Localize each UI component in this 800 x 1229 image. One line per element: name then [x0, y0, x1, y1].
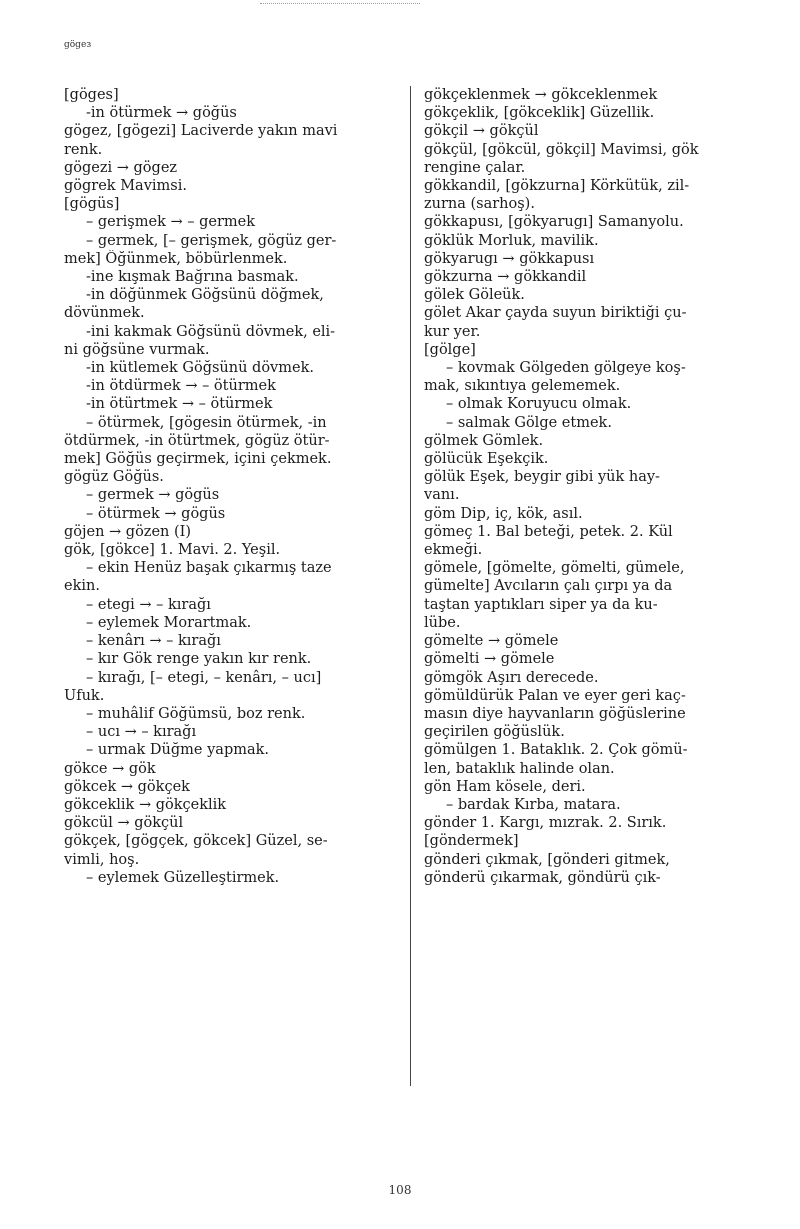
entry-line: [gögüs]: [64, 196, 120, 213]
entry-line: gögezi → gögez: [64, 159, 178, 176]
entry-line: kur yer.: [424, 323, 481, 340]
entry-line: – kır Gök renge yakın kır renk.: [86, 651, 312, 668]
entry-line: dövünmek.: [64, 305, 145, 322]
entry-line: gökçil → gökçül: [424, 123, 539, 140]
entry-line: gökce → gök: [64, 760, 156, 777]
entry-line: gönderü çıkarmak, göndürü çık-: [424, 869, 661, 886]
entry-line: -in döğünmek Göğsünü döğmek,: [86, 287, 324, 304]
entry-line: gölük Eşek, beygir gibi yük hay-: [424, 469, 660, 486]
entry-line: mek] Göğüs geçirmek, içini çekmek.: [64, 451, 332, 468]
entry-line: len, bataklık halinde olan.: [424, 760, 615, 777]
entry-line: – eylemek Morartmak.: [86, 614, 252, 631]
entry-line: gölmek Gömlek.: [424, 432, 544, 449]
entry-line: gökzurna → gökkandil: [424, 269, 587, 286]
entry-line: vanı.: [424, 487, 460, 504]
entry-line: ekmeği.: [424, 542, 483, 559]
entry-line: gömeç 1. Bal beteği, petek. 2. Kül: [424, 523, 673, 540]
entry-line: ekin.: [64, 578, 100, 595]
entry-line: Ufuk.: [64, 687, 105, 704]
entry-line: vimli, hoş.: [64, 851, 140, 868]
entry-line: -ini kakmak Göğsünü dövmek, eli-: [86, 323, 336, 340]
entry-line: gökcül → gökçül: [64, 815, 184, 832]
entry-line: gökkandil, [gökzurna] Körkütük, zil-: [424, 178, 690, 195]
entry-line: gökçül, [gökcül, gökçil] Mavimsi, gök: [424, 141, 699, 158]
entry-line: göklük Morluk, mavilik.: [424, 232, 599, 249]
entry-line: gömele, [gömelte, gömelti, gümele,: [424, 560, 685, 577]
entry-line: – bardak Kırba, matara.: [446, 796, 621, 813]
entry-line: gömgök Aşırı derecede.: [424, 669, 599, 686]
entry-line: rengine çalar.: [424, 159, 526, 176]
entry-line: gökçeklik, [gökceklik] Güzellik.: [424, 105, 655, 122]
scan-artifact-line: [260, 3, 420, 6]
entry-line: [göndermek]: [424, 833, 519, 850]
entry-line: gömelte → gömele: [424, 633, 559, 650]
entry-line: taştan yaptıkları siper ya da ku-: [424, 596, 658, 613]
entry-line: gökçeklenmek → gökceklenmek: [424, 87, 658, 103]
column-divider: [410, 86, 411, 1086]
entry-line: – germek, [– gerişmek, gögüz ger-: [86, 232, 337, 249]
entry-line: gön Ham kösele, deri.: [424, 778, 586, 795]
entry-line: gümelte] Avcıların çalı çırpı ya da: [424, 578, 673, 595]
entry-line: ni göğsüne vurmak.: [64, 341, 210, 358]
entry-line: -in ötürtmek → – ötürmek: [86, 396, 273, 413]
entry-line: gömüldürük Palan ve eyer geri kaç-: [424, 687, 686, 704]
entry-line: gömelti → gömele: [424, 651, 555, 668]
entry-line: gögrek Mavimsi.: [64, 178, 187, 195]
entry-line: – kovmak Gölgeden gölgeye koş-: [446, 360, 686, 377]
right-column: [424, 86, 754, 887]
entry-line: – ötürmek → gögüs: [86, 505, 226, 522]
entry-line: ötdürmek, -in ötürtmek, gögüz ötür-: [64, 432, 330, 449]
entry-line: – germek → gögüs: [86, 487, 220, 504]
entry-line: -in ötürmek → göğüs: [86, 105, 237, 122]
entry-line: göm Dip, iç, kök, asıl.: [424, 505, 583, 522]
entry-line: masın diye hayvanların göğüslerine: [424, 705, 686, 722]
entry-line: gölek Göleük.: [424, 287, 525, 304]
entry-line: – kenârı → – kırağı: [86, 633, 221, 650]
entry-line: gögüz Göğüs.: [64, 469, 164, 486]
entry-line: – kırağı, [– etegi, – kenârı, – ucı]: [86, 669, 322, 686]
entry-line: – gerişmek → – germek: [86, 214, 255, 231]
entry-line: gökyarugı → gökkapusı: [424, 250, 595, 267]
entry-line: geçirilen göğüslük.: [424, 724, 565, 741]
page-number: 108: [388, 1183, 412, 1197]
entry-line: [gölge]: [424, 341, 476, 358]
running-head: gögeз: [64, 40, 92, 50]
entry-line: renk.: [64, 141, 103, 158]
entry-line: -ine kışmak Bağrına basmak.: [86, 269, 299, 286]
entry-line: gölet Akar çayda suyun biriktiği çu-: [424, 305, 687, 322]
entry-line: gökçek, [gögçek, gökcek] Güzel, se-: [64, 833, 328, 850]
entry-line: gömülgen 1. Bataklık. 2. Çok gömü-: [424, 742, 688, 759]
entry-line: mak, sıkıntıya gelememek.: [424, 378, 621, 395]
entry-line: göjen → gözen (I): [64, 523, 192, 540]
entry-line: – urmak Düğme yapmak.: [86, 742, 270, 759]
entry-line: – olmak Koruyucu olmak.: [446, 396, 632, 413]
entry-line: gögez, [gögezi] Laciverde yakın mavi: [64, 123, 338, 140]
entry-line: – eylemek Güzelleştirmek.: [86, 869, 280, 886]
entry-line: – muhâlif Göğümsü, boz renk.: [86, 705, 306, 722]
entry-line: – salmak Gölge etmek.: [446, 414, 612, 431]
entry-line: mek] Öğünmek, böbürlenmek.: [64, 250, 288, 267]
entry-line: -in ötdürmek → – ötürmek: [86, 378, 276, 395]
entry-line: gönder 1. Kargı, mızrak. 2. Sırık.: [424, 815, 667, 832]
entry-line: lübe.: [424, 614, 461, 631]
entry-line: – etegi → – kırağı: [86, 596, 211, 613]
entry-line: gönderi çıkmak, [gönderi gitmek,: [424, 851, 670, 868]
entry-line: [göges]: [64, 87, 119, 103]
entry-line: zurna (sarhoş).: [424, 196, 535, 213]
entry-line: gökcek → gökçek: [64, 778, 190, 795]
left-column: [64, 86, 399, 887]
entry-line: – ekin Henüz başak çıkarmış taze: [86, 560, 332, 577]
entry-line: gök, [gökce] 1. Mavi. 2. Yeşil.: [64, 542, 281, 559]
entry-line: gökceklik → gökçeklik: [64, 796, 227, 813]
entry-line: gölücük Eşekçik.: [424, 451, 549, 468]
entry-line: – ötürmek, [gögesin ötürmek, -in: [86, 414, 327, 431]
entry-line: – ucı → – kırağı: [86, 724, 197, 741]
entry-line: -in kütlemek Göğsünü dövmek.: [86, 360, 314, 377]
entry-line: gökkapusı, [gökyarugı] Samanyolu.: [424, 214, 684, 231]
